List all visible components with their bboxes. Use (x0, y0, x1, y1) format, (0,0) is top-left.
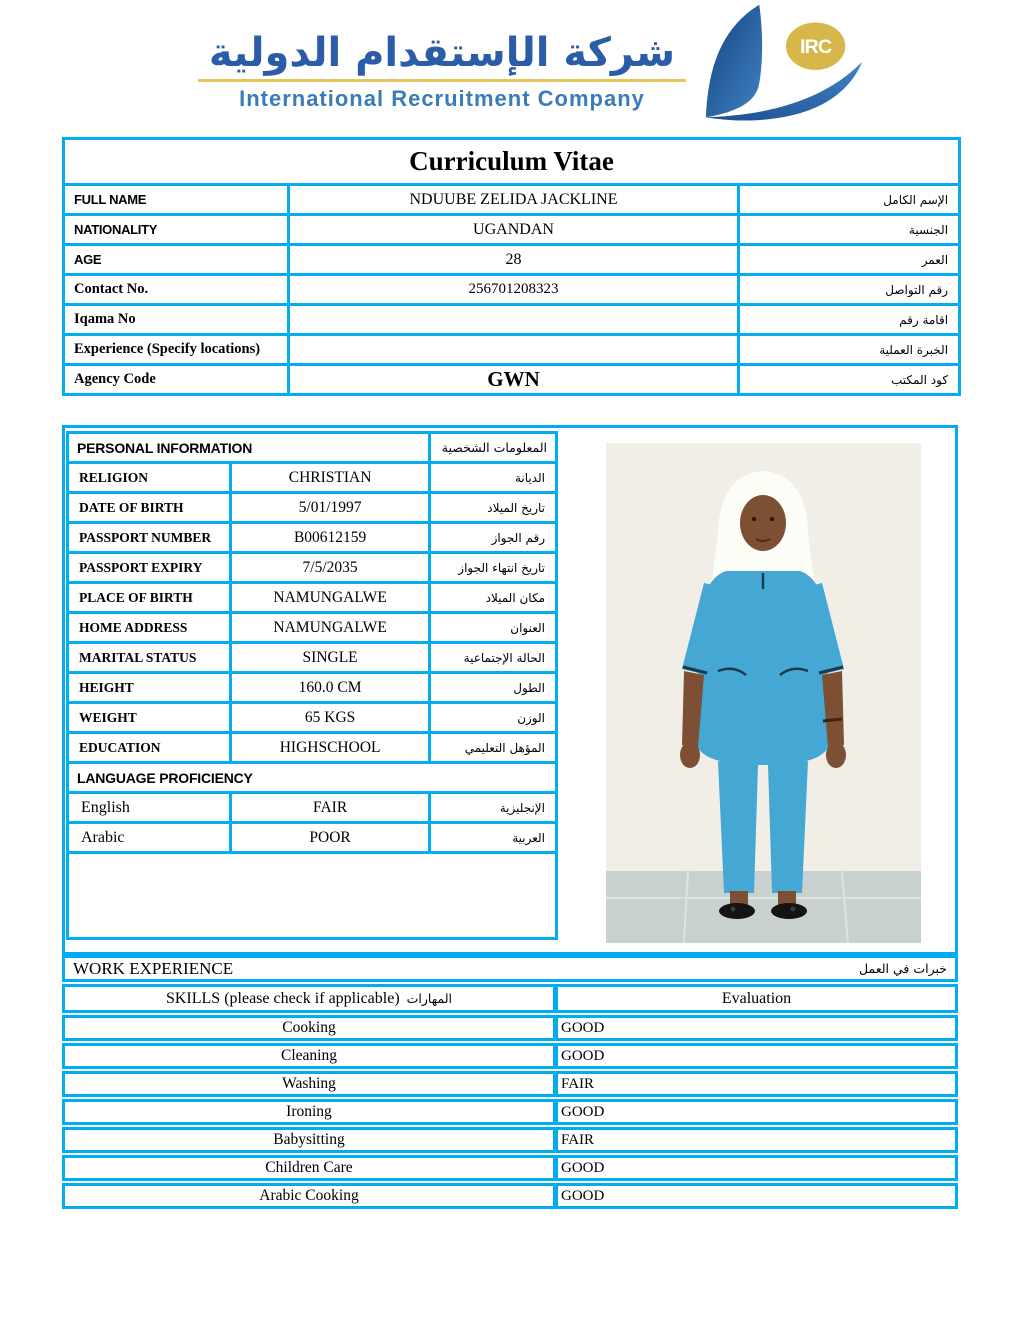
table-row (62, 1043, 958, 1069)
skill-name-babysitting: Babysitting (62, 1127, 556, 1153)
field-value-education: HIGHSCHOOL (231, 733, 430, 763)
table-row (68, 493, 557, 523)
field-value-agency-code: GWN (289, 365, 739, 395)
field-arabic-passport-expiry: تاريخ انتهاء الجواز (430, 553, 557, 583)
field-label-full-name: FULL NAME (64, 185, 289, 215)
field-label-nationality: NATIONALITY (64, 215, 289, 245)
skills-column-header (62, 984, 556, 1013)
table-row (62, 1099, 958, 1125)
field-label-education: EDUCATION (68, 733, 231, 763)
field-label-age: AGE (64, 245, 289, 275)
field-arabic-english: الإنجليزية (430, 793, 557, 823)
language-proficiency-header: LANGUAGE PROFICIENCY (68, 763, 557, 793)
company-name-english: International Recruitment Company (239, 86, 645, 111)
company-name-arabic: شركة الإستقدام الدولية (208, 30, 676, 76)
skill-eval-arabic-cooking: GOOD (556, 1183, 958, 1209)
field-value-religion: CHRISTIAN (231, 463, 430, 493)
work-experience-header (62, 955, 958, 982)
field-value-home-address: NAMUNGALWE (231, 613, 430, 643)
personal-information-section (62, 425, 958, 955)
empty-cell (68, 853, 557, 939)
field-arabic-nationality: الجنسية (739, 215, 960, 245)
field-label-weight: WEIGHT (68, 703, 231, 733)
skill-eval-babysitting: FAIR (556, 1127, 958, 1153)
field-arabic-agency-code: كود المكتب (739, 365, 960, 395)
svg-text:IRC: IRC (800, 36, 832, 59)
applicant-photo (606, 443, 921, 943)
work-experience-section (62, 955, 958, 1209)
cv-summary-table (62, 137, 961, 396)
field-value-passport-expiry: 7/5/2035 (231, 553, 430, 583)
skill-eval-cleaning: GOOD (556, 1043, 958, 1069)
skill-eval-cooking: GOOD (556, 1015, 958, 1041)
field-value-nationality: UGANDAN (289, 215, 739, 245)
table-row (68, 823, 557, 853)
table-row (68, 793, 557, 823)
table-row (64, 275, 960, 305)
field-label-religion: RELIGION (68, 463, 231, 493)
evaluation-column-header: Evaluation (556, 984, 958, 1013)
work-experience-title-arabic: خبرات في العمل (859, 961, 947, 976)
field-arabic-place-of-birth: مكان الميلاد (430, 583, 557, 613)
field-label-passport-number: PASSPORT NUMBER (68, 523, 231, 553)
skill-eval-ironing: GOOD (556, 1099, 958, 1125)
field-label-contact: Contact No. (64, 275, 289, 305)
table-row (64, 305, 960, 335)
field-arabic-education: المؤهل التعليمي (430, 733, 557, 763)
field-label-passport-expiry: PASSPORT EXPIRY (68, 553, 231, 583)
field-label-agency-code: Agency Code (64, 365, 289, 395)
table-row (68, 553, 557, 583)
table-row (64, 185, 960, 215)
work-experience-title: WORK EXPERIENCE (73, 958, 234, 978)
field-value-experience (289, 335, 739, 365)
field-arabic-height: الطول (430, 673, 557, 703)
skill-name-cooking: Cooking (62, 1015, 556, 1041)
table-row (68, 673, 557, 703)
field-arabic-full-name: الإسم الكامل (739, 185, 960, 215)
table-row (68, 643, 557, 673)
skill-name-children-care: Children Care (62, 1155, 556, 1181)
table-row (62, 1071, 958, 1097)
skill-name-ironing: Ironing (62, 1099, 556, 1125)
table-row (62, 1183, 958, 1209)
field-label-height: HEIGHT (68, 673, 231, 703)
table-row (68, 433, 557, 463)
table-row (62, 1127, 958, 1153)
table-row (62, 1155, 958, 1181)
field-arabic-religion: الديانة (430, 463, 557, 493)
field-label-iqama: Iqama No (64, 305, 289, 335)
field-label-date-of-birth: DATE OF BIRTH (68, 493, 231, 523)
field-arabic-contact: رقم التواصل (739, 275, 960, 305)
field-label-experience: Experience (Specify locations) (64, 335, 289, 365)
table-row (62, 1015, 958, 1041)
document-title: Curriculum Vitae (64, 139, 960, 185)
table-row (64, 335, 960, 365)
personal-information-table (66, 431, 558, 940)
skill-name-washing: Washing (62, 1071, 556, 1097)
gold-divider (198, 79, 686, 82)
field-label-home-address: HOME ADDRESS (68, 613, 231, 643)
field-value-english: FAIR (231, 793, 430, 823)
field-value-marital-status: SINGLE (231, 643, 430, 673)
field-arabic-date-of-birth: تاريخ الميلاد (430, 493, 557, 523)
field-arabic-arabic-lang: العربية (430, 823, 557, 853)
field-value-age: 28 (289, 245, 739, 275)
field-value-arabic-lang: POOR (231, 823, 430, 853)
skill-name-cleaning: Cleaning (62, 1043, 556, 1069)
field-arabic-passport-number: رقم الجواز (430, 523, 557, 553)
field-label-marital-status: MARITAL STATUS (68, 643, 231, 673)
skill-eval-children-care: GOOD (556, 1155, 958, 1181)
field-label-english: English (68, 793, 231, 823)
section-title: PERSONAL INFORMATION (68, 433, 430, 463)
field-value-place-of-birth: NAMUNGALWE (231, 583, 430, 613)
table-row (68, 763, 557, 793)
table-row (64, 245, 960, 275)
section-title-arabic: المعلومات الشخصية (430, 433, 557, 463)
field-arabic-age: العمر (739, 245, 960, 275)
field-arabic-home-address: العنوان (430, 613, 557, 643)
skills-header-label: SKILLS (please check if applicable) (165, 989, 400, 1007)
table-row (68, 463, 557, 493)
field-arabic-weight: الوزن (430, 703, 557, 733)
field-label-arabic-lang: Arabic (68, 823, 231, 853)
table-row (68, 733, 557, 763)
skills-header-row (62, 984, 958, 1013)
field-value-height: 160.0 CM (231, 673, 430, 703)
field-value-date-of-birth: 5/01/1997 (231, 493, 430, 523)
table-row (68, 703, 557, 733)
table-row (68, 523, 557, 553)
skill-eval-washing: FAIR (556, 1071, 958, 1097)
table-row (68, 613, 557, 643)
table-row (68, 853, 557, 939)
table-row (68, 583, 557, 613)
field-label-place-of-birth: PLACE OF BIRTH (68, 583, 231, 613)
table-row (64, 139, 960, 185)
field-value-full-name: NDUUBE ZELIDA JACKLINE (289, 185, 739, 215)
table-row (64, 365, 960, 395)
company-header (192, 30, 692, 112)
company-logo-icon (698, 2, 866, 124)
field-value-weight: 65 KGS (231, 703, 430, 733)
field-value-iqama (289, 305, 739, 335)
skill-name-arabic-cooking: Arabic Cooking (62, 1183, 556, 1209)
table-row (64, 215, 960, 245)
field-value-contact: 256701208323 (289, 275, 739, 305)
field-arabic-experience: الخبرة العملية (739, 335, 960, 365)
field-arabic-iqama: اقامة رقم (739, 305, 960, 335)
field-value-passport-number: B00612159 (231, 523, 430, 553)
field-arabic-marital-status: الحالة الإجتماعية (430, 643, 557, 673)
skills-header-arabic: المهارات (406, 991, 453, 1006)
